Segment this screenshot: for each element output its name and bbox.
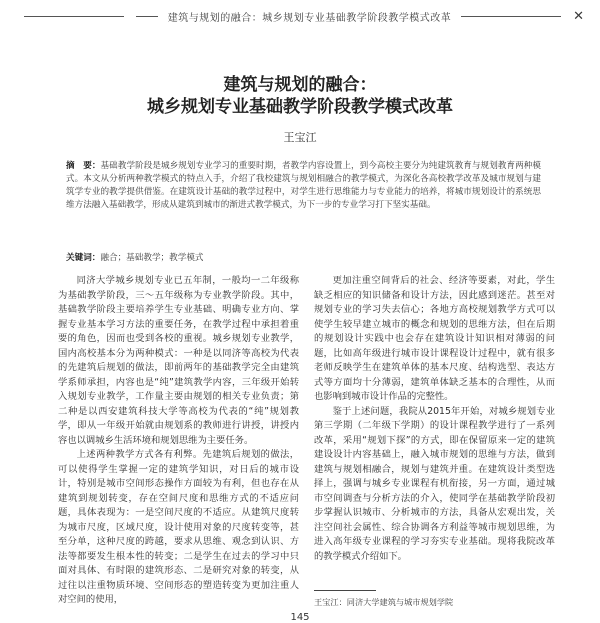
header-rule-left (24, 16, 124, 17)
keywords-text: 融合；基础教学；教学模式 (100, 253, 204, 263)
running-title: 建筑与规划的融合：城乡规划专业基础教学阶段教学模式改革 (167, 12, 452, 24)
keywords (66, 251, 541, 263)
body-column-right (314, 274, 555, 564)
close-icon: ✕ (573, 8, 584, 24)
paragraph: 上述两种教学方式各有利弊。先建筑后规划的做法，可以使得学生掌握一定的建筑学知识，对日后的城市设计，特别是城市空间形态操作方面较为有利，但也存在从建筑到规划转变，存在空间尺度和思维方式的不适应问题，具体表现为：一是空间尺度的不适应。从建筑尺度转为城市尺度，区域尺度，设计使用对象的尺度转变等，甚至分单，这种尺度的跨越，要求从思维、观念到认识、方法等都要发生根本性的转变；二是学生在过去的学习中只面对具体、有时限的建筑形态、二是研究对象的转变，从过往以注重物质环境、空间形态的塑造转变为更加注重人对空间的使用， (58, 449, 299, 605)
footnote-rule (314, 590, 376, 591)
header-rule-short (136, 16, 158, 17)
footnote: 王宝江：同济大学建筑与城市规划学院 (314, 597, 454, 607)
paragraph: 鉴于上述问题，我院从2015年开始，对城乡规划专业第三学期（二年级下学期）的设计课程教学进行了一系列改革，采用“规划下探”的方式，即在保留原来一定的建筑建设设计内容基础上，融入城市规划的思维与方法，做到建筑与规划相融合，规划与建筑并重。在建筑设计类型选择上，强调与城乡专业课程有机衔接，另一方面，通过城市空间调查与分析方法的介入，使同学在基础教学阶段初步掌握认识城市、分析城市的方法，具备从宏观出发，关注空间社会属性、综合协调各方利益等城市规划思维，为进入高年级专业课程的学习夯实专业基础。现将我院改革的教学模式介绍如下。 (314, 405, 555, 562)
paragraph: 同济大学城乡规划专业已五年制，一般均一二年级称为基础教学阶段，三～五年级称为专业教学阶段。其中，基础教学阶段主要培养学生专业基础、明确专业方向、掌握专业基本学习方法的重要任务，在教学过程中承担着重要的角色，因而也受到各校的重视。城乡规划专业教学，国内高校基本分为两种模式：一种是以同济等高校为代表的先建筑后规划的做法，即前两年的基础教学完全由建筑学系师承担，内容也是“纯”建筑教学内容，三年级开始转入规划专业教学，工作量主要由规划的相关专业负责；第二种是以西安建筑科技大学等高校为代表的“纯”规划教学，即从一年级开始就由规划系的教师进行讲授，讲授内容也以调城乡生活环境和规划思维为主要任务。 (58, 275, 299, 446)
abstract-label: 摘 要： (66, 161, 101, 171)
page-number: 145 (290, 612, 310, 623)
paper-title-line1: 建筑与规划的融合： (223, 75, 377, 95)
abstract-text: 基础教学阶段是城乡规划专业学习的重要时期，者教学内容设置上，到今高校主要分为纯建筑教育与规划教育两种模式。本文从分析两种教学模式的特点入手，介绍了我校建筑与规划相融合的教学模式，为深化各高校教学改革及城市规划与建筑学专业的教学提供借鉴。在建筑设计基础的教学过程中，对学生进行思维能力与专业能力的培养，将城市规划设计的系统思维方法融入基础教学，形成从建筑到城市的渐进式教学模式，为下一步的专业学习打下坚实基础。 (66, 161, 541, 210)
header-rule-right (461, 16, 561, 17)
author-name: 王宝江 (283, 131, 317, 144)
running-header (18, 6, 584, 26)
body-column-left (58, 274, 299, 608)
abstract (66, 160, 541, 212)
paper-title-line2: 城乡规划专业基础教学阶段教学模式改革 (147, 97, 453, 117)
paragraph: 更加注重空间背后的社会、经济等要素，对此，学生缺乏相应的知识储备和设计方法，因此感到迷茫。甚至对规划专业的学习失去信心；各地方高校规划教学方式可以使学生较早建立城市的概念和规划的思维方法，但在后期的规划设计实践中也会存在建筑设计知识相对薄弱的问题，比如高年级进行城市设计课程设计过程中，就有很多老师反映学生在建筑单体的基本尺度、结构选型、表达方式等方面均十分薄弱，建筑单体缺乏基本的合理性，从而也影响到城市设计作品的完整性。 (314, 275, 555, 402)
keywords-label: 关键词： (66, 253, 101, 263)
